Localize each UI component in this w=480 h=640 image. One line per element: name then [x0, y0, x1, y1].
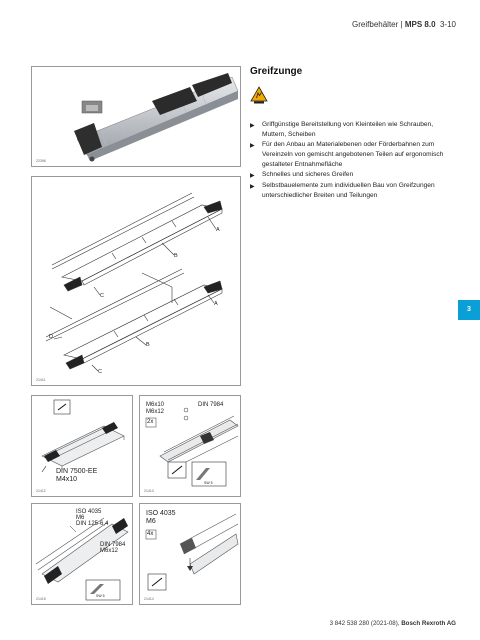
header-page: 3-10 [439, 20, 456, 29]
m6-label: M6 [76, 515, 85, 521]
figure-mounting-step-4 [139, 503, 241, 605]
company-name: Bosch Rexroth AG [401, 620, 456, 627]
running-header [352, 20, 456, 29]
screw-m6x12-label: M6x12 [146, 409, 165, 415]
figure-id: 21411 [36, 378, 46, 382]
feature-list [250, 120, 455, 201]
quantity-label: 4x [147, 531, 154, 537]
page-footer [330, 620, 456, 627]
screw-m6x10-label: M6x10 [146, 402, 165, 408]
figure-mounting-step-3 [31, 503, 133, 605]
quantity-label: 2x [147, 419, 154, 425]
figure-product-photo [31, 66, 241, 167]
m6-label: M6 [146, 518, 156, 525]
callout-label-b-upper: B [174, 253, 178, 259]
chapter-tab[interactable]: 3 [458, 300, 480, 320]
din-label: DIN 7984 [100, 542, 126, 548]
callout-label-c-upper: C [100, 293, 104, 299]
gripping-tongue-photo [32, 67, 240, 166]
callout-label-b-lower: B [146, 342, 150, 348]
wrench-size-label: SW 5 [96, 594, 105, 598]
header-separator: | [400, 20, 403, 29]
header-product: MPS 8.0 [404, 20, 436, 29]
list-item [250, 181, 455, 201]
list-item [250, 120, 455, 140]
bullet-arrow-icon: ▶ [250, 173, 255, 180]
list-item-text: Griffgünstige Bereitstellung von Kleinteilen wie Schrauben, Muttern, Scheiben [262, 121, 434, 139]
figure-id: 21414 [144, 597, 154, 601]
din125-label: DIN 125-6,4 [76, 521, 109, 527]
figure-id: 21413 [144, 489, 154, 493]
callout-label-d: D [49, 334, 53, 340]
bullet-arrow-icon: ▶ [250, 183, 255, 190]
iso-label: ISO 4035 [76, 509, 102, 515]
figure-mounting-step-2 [139, 395, 241, 497]
list-item [250, 140, 455, 170]
list-item-text: Selbstbauelemente zum individuellen Bau von Greifzungen unterschiedlicher Breiten und Teilungen [262, 181, 435, 199]
bullet-arrow-icon: ▶ [250, 123, 255, 129]
size-label: M4x10 [56, 476, 78, 483]
wrench-size-label: SW 5 [204, 481, 213, 485]
figure-mounting-step-1 [31, 395, 133, 497]
din-label: DIN 7984 [198, 402, 224, 408]
callout-label-a-lower: A [214, 301, 218, 307]
figure-id: 21412 [36, 489, 46, 493]
std-label: DIN 7500-EE [56, 468, 98, 475]
list-item-text: Für den Anbau an Materialebenen oder Förderbahnen zum Vereinzeln von gemischt angebotenen Teilen auf ergonomisch gestalteter Entnahmefläche [262, 141, 444, 169]
iso-label: ISO 4035 [146, 510, 176, 517]
figure-assembly-drawing [31, 176, 241, 386]
list-item-text: Schnelles und sicheres Greifen [262, 171, 354, 179]
header-section: Greifbehälter [352, 20, 399, 29]
figure-id: 21415 [36, 597, 46, 601]
esd-warning-icon [250, 86, 268, 104]
bullet-arrow-icon: ▶ [250, 143, 255, 150]
document-number: 3 842 538 280 (2021-08), [329, 620, 400, 627]
callout-label-c-lower: C [98, 369, 102, 375]
mounting-drawing-1 [32, 396, 132, 496]
size-label: M6x12 [100, 548, 119, 554]
section-title: Greifzunge [250, 66, 303, 77]
assembly-line-drawing [32, 177, 240, 385]
callout-label-a-upper: A [216, 227, 220, 233]
figure-id: 22396 [36, 159, 46, 163]
list-item [250, 170, 455, 180]
